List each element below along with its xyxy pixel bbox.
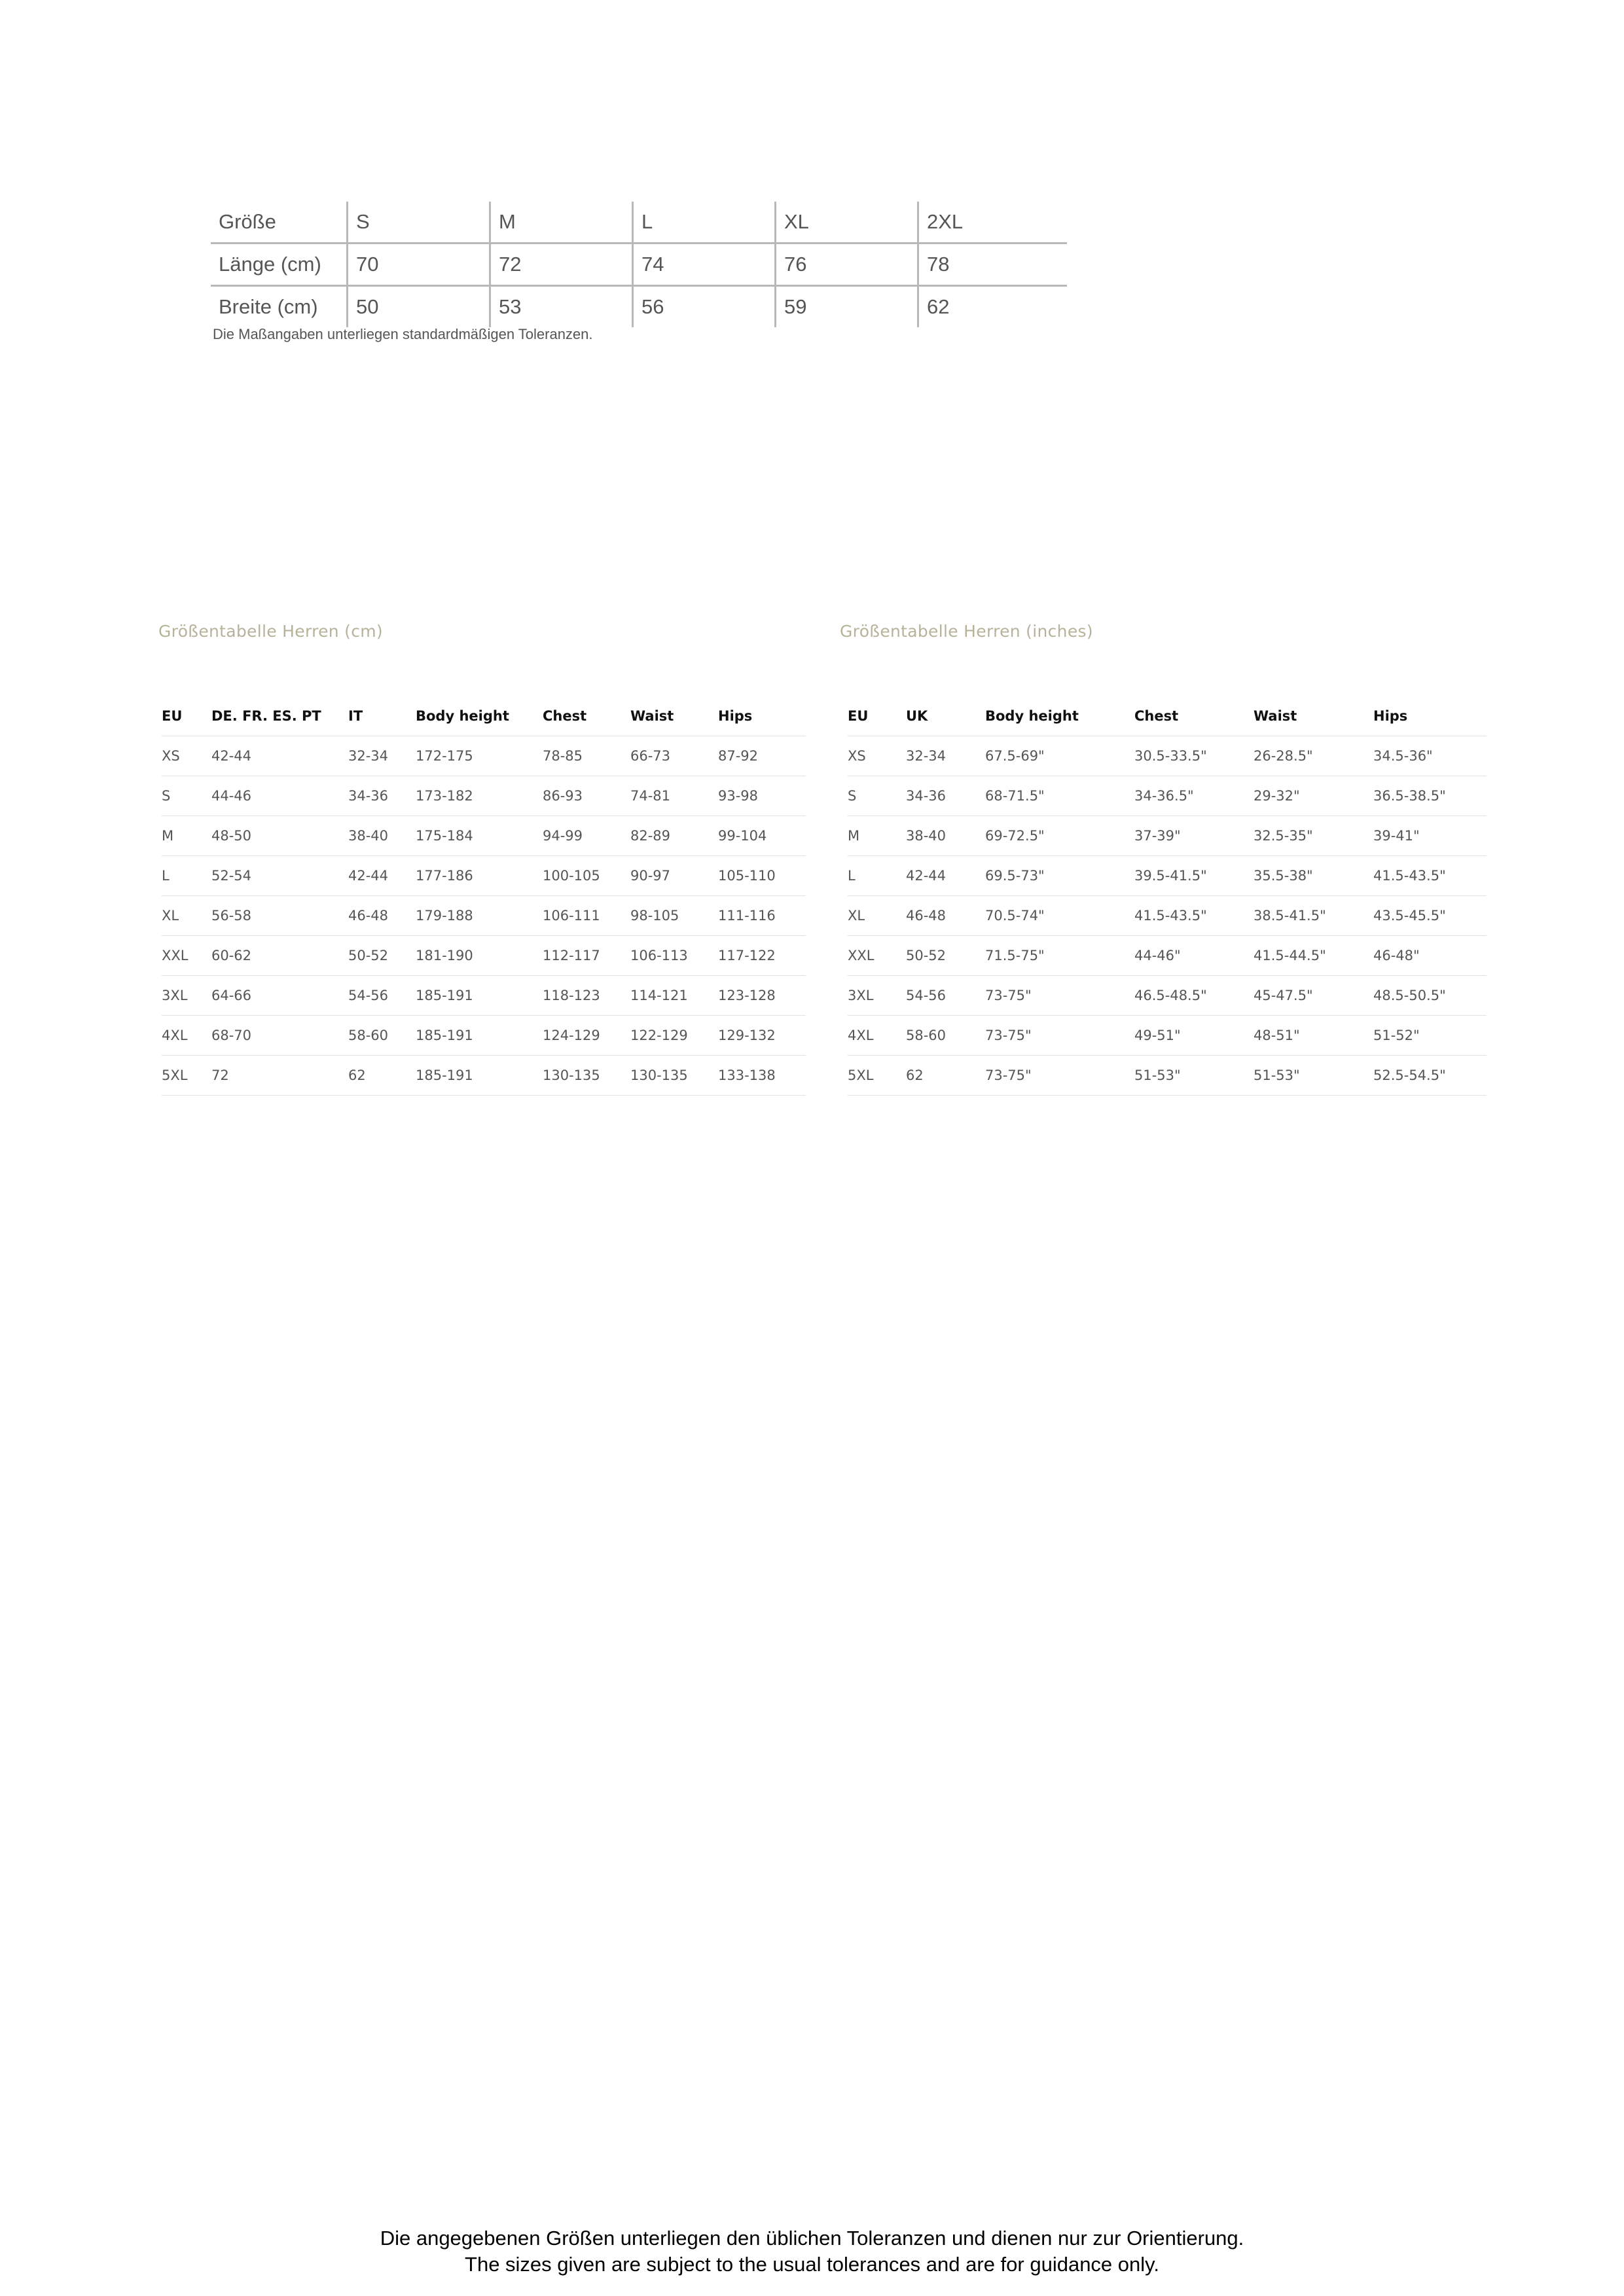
table-cell: 185-191	[416, 1056, 543, 1096]
table-cell: XS	[162, 736, 211, 776]
table-cell: 87-92	[718, 736, 806, 776]
table-cell: 32-34	[348, 736, 416, 776]
length-row	[211, 244, 1067, 287]
row-label: Länge (cm)	[211, 244, 348, 285]
column-header: Chest	[1134, 708, 1179, 724]
table-cell: 48.5-50.5"	[1373, 976, 1487, 1016]
column-header: Waist	[630, 708, 674, 724]
table-cell: 26-28.5"	[1254, 736, 1373, 776]
table-cell: 68-71.5"	[985, 776, 1134, 816]
table-cell: 90-97	[630, 856, 718, 896]
table-cell: 58-60	[348, 1016, 416, 1056]
column-header: Body height	[985, 708, 1079, 724]
table-cell: 69.5-73"	[985, 856, 1134, 896]
table-cell: 54-56	[906, 976, 985, 1016]
table-cell: M	[162, 816, 211, 856]
table-row	[848, 936, 1487, 976]
table-cell: 105-110	[718, 856, 806, 896]
table-cell: S	[848, 776, 906, 816]
table-cell: 46.5-48.5"	[1134, 976, 1254, 1016]
table-cell: 46-48	[348, 896, 416, 936]
table-cell: 93-98	[718, 776, 806, 816]
cell: 70	[348, 244, 491, 285]
table-cell: 130-135	[543, 1056, 630, 1096]
table-row	[848, 736, 1487, 776]
table-cell: 111-116	[718, 896, 806, 936]
table-cell: 34-36.5"	[1134, 776, 1254, 816]
row-label: Breite (cm)	[211, 287, 348, 327]
table-cell: 71.5-75"	[985, 936, 1134, 976]
table-cell: 58-60	[906, 1016, 985, 1056]
table-cell: 30.5-33.5"	[1134, 736, 1254, 776]
table-cell: S	[162, 776, 211, 816]
table-cell: 70.5-74"	[985, 896, 1134, 936]
table-row	[162, 736, 806, 776]
table-cell: 117-122	[718, 936, 806, 976]
table-cell: 51-53"	[1134, 1056, 1254, 1096]
table-cell: 50-52	[906, 936, 985, 976]
table-cell: 44-46	[211, 776, 348, 816]
table-row	[162, 936, 806, 976]
cell: 2XL	[927, 210, 964, 233]
size-table-inches	[848, 696, 1487, 1096]
table-cell: 42-44	[211, 736, 348, 776]
table-cell: 49-51"	[1134, 1016, 1254, 1056]
table-cell: 41.5-44.5"	[1254, 936, 1373, 976]
table-cell: 94-99	[543, 816, 630, 856]
cell: S	[348, 202, 491, 242]
table-cell: 112-117	[543, 936, 630, 976]
table-cell: 173-182	[416, 776, 543, 816]
table-cell: 54-56	[348, 976, 416, 1016]
footer	[0, 2225, 1624, 2278]
table-cell: 52.5-54.5"	[1373, 1056, 1487, 1096]
measurement-table	[211, 202, 1067, 327]
table-row	[848, 1056, 1487, 1096]
table-cell: 42-44	[348, 856, 416, 896]
table-row	[848, 1016, 1487, 1056]
table-cell: 44-46"	[1134, 936, 1254, 976]
table-cell: XXL	[162, 936, 211, 976]
table-cell: 114-121	[630, 976, 718, 1016]
cell: 62	[927, 295, 950, 318]
column-header: Body height	[416, 708, 509, 724]
table-cell: XL	[162, 896, 211, 936]
table-cell: 41.5-43.5"	[1134, 896, 1254, 936]
cell: 53	[491, 287, 634, 327]
cell: 76	[776, 244, 919, 285]
table-cell: 37-39"	[1134, 816, 1254, 856]
table-cell: 5XL	[162, 1056, 211, 1096]
cm-table-title: Größentabelle Herren (cm)	[158, 622, 383, 641]
table-cell: 3XL	[848, 976, 906, 1016]
table-cell: 181-190	[416, 936, 543, 976]
table-cell: 62	[348, 1056, 416, 1096]
table-header-row	[848, 696, 1487, 736]
table-cell: 78-85	[543, 736, 630, 776]
table-row	[162, 776, 806, 816]
table-cell: L	[162, 856, 211, 896]
column-header: Hips	[1373, 708, 1408, 724]
table-cell: 42-44	[906, 856, 985, 896]
table-cell: M	[848, 816, 906, 856]
column-header: EU	[848, 708, 869, 724]
table-cell: XS	[848, 736, 906, 776]
column-header: EU	[162, 708, 183, 724]
table-cell: 175-184	[416, 816, 543, 856]
table-cell: 106-113	[630, 936, 718, 976]
cell: 74	[634, 244, 776, 285]
column-header: Chest	[543, 708, 587, 724]
column-header: Waist	[1254, 708, 1297, 724]
table-cell: 172-175	[416, 736, 543, 776]
table-cell: 69-72.5"	[985, 816, 1134, 856]
table-cell: 51-53"	[1254, 1056, 1373, 1096]
table-cell: 56-58	[211, 896, 348, 936]
table-cell: 177-186	[416, 856, 543, 896]
table-cell: 34.5-36"	[1373, 736, 1487, 776]
size-table-cm	[162, 696, 806, 1096]
table-cell: L	[848, 856, 906, 896]
table-cell: 133-138	[718, 1056, 806, 1096]
table-cell: 123-128	[718, 976, 806, 1016]
width-row	[211, 287, 1067, 327]
table-cell: 39.5-41.5"	[1134, 856, 1254, 896]
table-cell: 179-188	[416, 896, 543, 936]
table-row	[848, 816, 1487, 856]
table-cell: 4XL	[162, 1016, 211, 1056]
cell: 78	[927, 253, 950, 276]
table-cell: 34-36	[348, 776, 416, 816]
table-row	[162, 1056, 806, 1096]
table-cell: XL	[848, 896, 906, 936]
table-cell: 185-191	[416, 976, 543, 1016]
table-row	[162, 896, 806, 936]
table-cell: 34-36	[906, 776, 985, 816]
table-cell: 39-41"	[1373, 816, 1487, 856]
table-cell: 32.5-35"	[1254, 816, 1373, 856]
size-row	[211, 202, 1067, 244]
cell: 50	[348, 287, 491, 327]
table-cell: 130-135	[630, 1056, 718, 1096]
table-row	[848, 976, 1487, 1016]
table-cell: 48-50	[211, 816, 348, 856]
table-cell: 3XL	[162, 976, 211, 1016]
table-cell: 66-73	[630, 736, 718, 776]
table-cell: 129-132	[718, 1016, 806, 1056]
cell: 59	[776, 287, 919, 327]
table-cell: 51-52"	[1373, 1016, 1487, 1056]
table-cell: 4XL	[848, 1016, 906, 1056]
table-cell: 32-34	[906, 736, 985, 776]
table-cell: 45-47.5"	[1254, 976, 1373, 1016]
table-cell: 46-48	[906, 896, 985, 936]
table-cell: 35.5-38"	[1254, 856, 1373, 896]
table-cell: 74-81	[630, 776, 718, 816]
column-header: UK	[906, 708, 928, 724]
table-cell: 122-129	[630, 1016, 718, 1056]
table-cell: 68-70	[211, 1016, 348, 1056]
table-cell: 36.5-38.5"	[1373, 776, 1487, 816]
footer-line-en: The sizes given are subject to the usual tolerances and are for guidance only.	[465, 2253, 1159, 2276]
cell: 56	[634, 287, 776, 327]
row-label: Größe	[211, 202, 348, 242]
table-cell: 73-75"	[985, 976, 1134, 1016]
table-cell: 29-32"	[1254, 776, 1373, 816]
table-cell: 73-75"	[985, 1056, 1134, 1096]
table-cell: 73-75"	[985, 1016, 1134, 1056]
table-cell: 5XL	[848, 1056, 906, 1096]
table-row	[848, 896, 1487, 936]
table-cell: 185-191	[416, 1016, 543, 1056]
table-cell: 82-89	[630, 816, 718, 856]
table-cell: 86-93	[543, 776, 630, 816]
cell: 72	[491, 244, 634, 285]
table-row	[162, 976, 806, 1016]
table-cell: 99-104	[718, 816, 806, 856]
table-cell: 41.5-43.5"	[1373, 856, 1487, 896]
cell: XL	[776, 202, 919, 242]
inches-table-title: Größentabelle Herren (inches)	[840, 622, 1093, 641]
table-cell: 38.5-41.5"	[1254, 896, 1373, 936]
table-row	[848, 856, 1487, 896]
column-header: Hips	[718, 708, 753, 724]
table-cell: 67.5-69"	[985, 736, 1134, 776]
table-cell: 100-105	[543, 856, 630, 896]
table-cell: 38-40	[906, 816, 985, 856]
table-cell: 62	[906, 1056, 985, 1096]
table-cell: 48-51"	[1254, 1016, 1373, 1056]
table-cell: 38-40	[348, 816, 416, 856]
table-header-row	[162, 696, 806, 736]
table-cell: 60-62	[211, 936, 348, 976]
table-cell: 52-54	[211, 856, 348, 896]
table-cell: 50-52	[348, 936, 416, 976]
cell: M	[491, 202, 634, 242]
column-header: IT	[348, 708, 363, 724]
table-cell: XXL	[848, 936, 906, 976]
table-cell: 64-66	[211, 976, 348, 1016]
table-row	[162, 1016, 806, 1056]
table-row	[162, 856, 806, 896]
table-row	[162, 816, 806, 856]
cell: L	[634, 202, 776, 242]
table-cell: 72	[211, 1056, 348, 1096]
table-cell: 43.5-45.5"	[1373, 896, 1487, 936]
table-cell: 124-129	[543, 1016, 630, 1056]
column-header: DE. FR. ES. PT	[211, 708, 321, 724]
table-cell: 106-111	[543, 896, 630, 936]
table-row	[848, 776, 1487, 816]
table-cell: 46-48"	[1373, 936, 1487, 976]
table-cell: 98-105	[630, 896, 718, 936]
tolerance-note: Die Maßangaben unterliegen standardmäßigen Toleranzen.	[213, 326, 593, 342]
footer-line-de: Die angegebenen Größen unterliegen den üblichen Toleranzen und dienen nur zur Orientierung.	[380, 2227, 1244, 2250]
table-cell: 118-123	[543, 976, 630, 1016]
